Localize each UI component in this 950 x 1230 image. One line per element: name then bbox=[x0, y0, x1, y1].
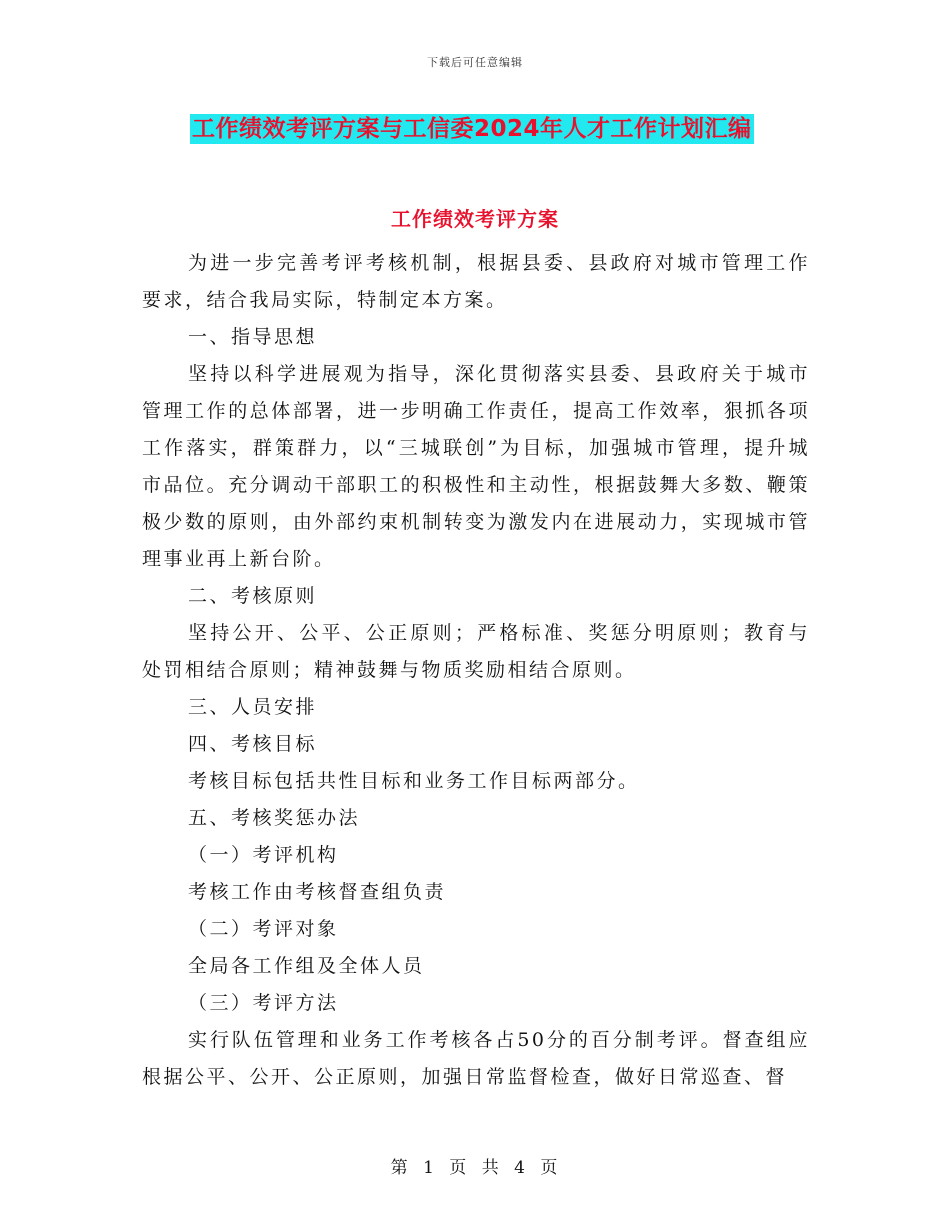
paragraph: 坚持公开、公平、公正原则；严格标准、奖惩分明原则；教育与处罚相结合原则；精神鼓舞与物质奖励相结合原则。 bbox=[142, 622, 810, 681]
paragraph: 为进一步完善考评考核机制，根据县委、县政府对城市管理工作要求，结合我局实际，特制定本方案。 bbox=[142, 252, 810, 311]
heading-guiding-ideology: 一、指导思想 bbox=[188, 326, 318, 348]
subheading-assessment-targets: （二）考评对象 bbox=[188, 918, 339, 940]
paragraph: 全局各工作组及全体人员 bbox=[188, 955, 425, 977]
heading-personnel: 三、人员安排 bbox=[188, 696, 318, 718]
paragraph: 考核工作由考核督查组负责 bbox=[188, 881, 447, 903]
page-number-footer: 第 1 页 共 4 页 bbox=[390, 1158, 560, 1178]
heading-assessment-goals: 四、考核目标 bbox=[188, 733, 318, 755]
document-title: 工作绩效考评方案与工信委2024年人才工作计划汇编 bbox=[192, 116, 752, 142]
paragraph: 坚持以科学进展观为指导，深化贯彻落实县委、县政府关于城市管理工作的总体部署，进一步明确工作责任，提高工作效率，狠抓各项工作落实，群策群力，以“三城联创”为目标，加强城市管理，提升城市品位。充分调动干部职工的积极性和主动性，根据鼓舞大多数、鞭策极少数的原则，由外部约束机制转变为激发内在进展动力，实现城市管理事业再上新台阶。 bbox=[142, 363, 810, 570]
paragraph: 考核目标包括共性目标和业务工作目标两部分。 bbox=[188, 770, 640, 792]
section-title: 工作绩效考评方案 bbox=[391, 207, 559, 231]
heading-reward-methods: 五、考核奖惩办法 bbox=[188, 807, 361, 829]
subheading-assessment-method: （三）考评方法 bbox=[188, 992, 339, 1014]
heading-assessment-principles: 二、考核原则 bbox=[188, 585, 318, 607]
header-note: 下载后可任意编辑 bbox=[427, 56, 523, 69]
paragraph: 实行队伍管理和业务工作考核各占50分的百分制考评。督查组应根据公平、公开、公正原则，加强日常监督检查，做好日常巡查、督 bbox=[142, 1029, 810, 1088]
document-body bbox=[142, 245, 810, 1096]
subheading-assessment-body: （一）考评机构 bbox=[188, 844, 339, 866]
